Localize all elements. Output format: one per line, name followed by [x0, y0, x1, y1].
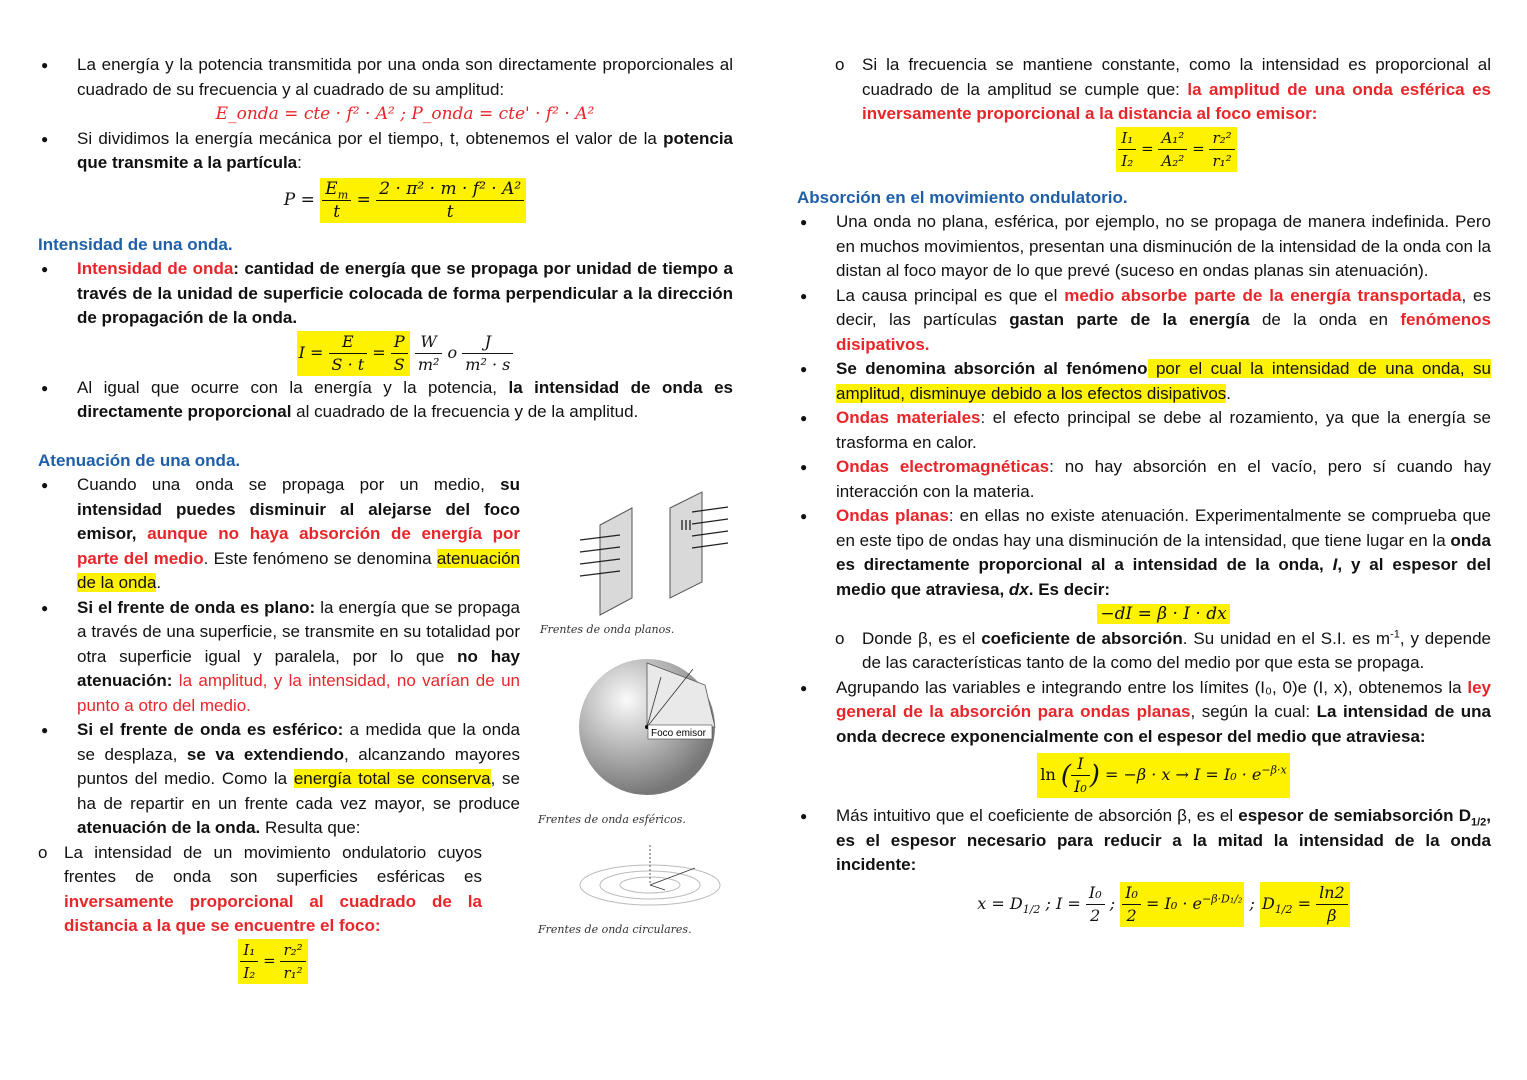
- list-item: [797, 504, 1491, 627]
- fraction: [1118, 127, 1136, 172]
- formula-part: ;: [1249, 893, 1255, 913]
- list-item: [797, 455, 1491, 504]
- paragraph-text: . Su unidad en el S.I. es m: [1182, 628, 1391, 648]
- intensity-list: [38, 257, 733, 425]
- denominator: S: [393, 354, 405, 374]
- numerator: r₂²: [280, 939, 305, 962]
- red-text: Ondas materiales: [836, 408, 981, 427]
- plane-front-2: [670, 492, 702, 598]
- paragraph-text: , según la cual:: [1190, 702, 1317, 721]
- attenuation-list: [38, 473, 520, 984]
- bold-text: Si el frente de onda es plano:: [77, 597, 316, 617]
- paragraph-text: Más intuitivo que el coeficiente de absorción β, es el: [836, 806, 1239, 825]
- subscript: 1/2: [1470, 816, 1487, 829]
- paragraph-text: : en ellas no existe atenuación. Experimentalmente se comprueba que en este tipo de ondas hay una disminución de la intensidad, que tiene lugar en la: [836, 506, 1492, 550]
- section-heading-absorcion: Absorción en el movimiento ondulatorio.: [797, 187, 1128, 207]
- definition-text: : cantidad de energía que se propaga por unidad de tiempo a través de la unidad de superficie colocada de forma perpendicular a la dirección de propagación de la onda.: [77, 259, 733, 327]
- paragraph-text: : el efecto principal se debe al rozamiento, ya que la energía se trasforma en calor.: [836, 408, 1491, 452]
- numerator: r₂²: [1209, 127, 1234, 150]
- energy-power-formula: E_onda = cte · f² · A² ; P_onda = cte' · f² · A²: [215, 104, 595, 124]
- fraction: [1158, 127, 1187, 172]
- red-text: Ondas planas: [836, 506, 949, 525]
- paragraph-text: .: [1226, 383, 1232, 403]
- formula-lhs: P =: [283, 189, 315, 210]
- subscript: 1/2: [1022, 902, 1041, 916]
- absorption-list: [797, 210, 1491, 927]
- bold-text: La intensidad de una onda decrece exponencialmente con el espesor del medio que atraviesa:: [836, 702, 1491, 746]
- bold-text: Se denomina absorción al fenómeno: [836, 359, 1148, 378]
- unit-fraction: [415, 331, 443, 376]
- numerator: A₁²: [1158, 127, 1187, 150]
- paragraph-text: Agrupando las variables e integrando entre los límites (I₀, 0)e (I, x), obtenemos la: [836, 677, 1468, 697]
- formula-part: ;: [1109, 893, 1116, 913]
- amplitude-formula: [862, 127, 1491, 172]
- paragraph-text: , alcanzando mayores puntos del medio. Como la: [77, 744, 520, 788]
- sub-list-item: [835, 53, 1491, 172]
- list-item: [38, 53, 733, 127]
- intensity-formula-highlight: [297, 331, 410, 376]
- bold-text: , y al espesor del medio que atraviesa,: [836, 555, 1491, 599]
- formula-highlight: −dI = β · I · dx: [1097, 604, 1229, 624]
- paragraph-text: Una onda no plana, esférica, por ejemplo, no se propaga de manera indefinida. Pero en muchos movimientos, presentan una disminución de la intensidad de la onda con la distan al foco mayor de lo que prevé (suceso en ondas planas sin atenuación).: [836, 212, 1491, 280]
- numerator: 2 · π² · m · f² · A²: [376, 178, 524, 201]
- right-top-list: [797, 53, 1491, 172]
- numerator: I₁: [240, 939, 258, 962]
- bold-text: se va extendiendo: [186, 744, 344, 764]
- red-text: aunque no haya absorción de energía por parte del medio: [77, 524, 520, 568]
- list-item: [38, 257, 733, 376]
- paragraph-text: al cuadrado de la frecuencia y de la amplitud.: [291, 402, 639, 421]
- formula-highlight: [1116, 127, 1236, 172]
- list-item: [38, 473, 520, 596]
- paragraph-text: La causa principal es que el: [836, 285, 1065, 305]
- bold-text: potencia que transmite a la partícula: [77, 128, 733, 172]
- paragraph-text: , y depende de las características tanto de la como del medio por que esta se propaga.: [862, 628, 1491, 672]
- denominator: r₁²: [283, 963, 303, 982]
- power-formula-highlight: [320, 178, 526, 223]
- bold-italic-text: I: [1332, 555, 1338, 574]
- bold-italic-text: dx: [1008, 579, 1029, 599]
- caption-circular: Frentes de onda circulares.: [538, 923, 692, 936]
- formula-lhs: I =: [298, 342, 324, 362]
- numerator: W: [415, 331, 443, 354]
- numerator: J: [462, 331, 513, 354]
- list-item: [797, 357, 1491, 406]
- fraction: [1086, 882, 1105, 927]
- list-item: [797, 210, 1491, 284]
- paragraph-text: .: [156, 573, 162, 592]
- section-heading-atenuacion: Atenuación de una onda.: [38, 450, 241, 470]
- fraction: [376, 178, 524, 223]
- paragraph-text: Resulta que:: [260, 818, 361, 837]
- red-text: inversamente proporcional al cuadrado de la distancia a la que se encuentre el foco:: [64, 891, 482, 935]
- numerator: I₀: [1122, 882, 1141, 905]
- spherical-intensity-formula: [64, 939, 482, 984]
- red-text: fenómenos disipativos.: [836, 310, 1491, 354]
- bold-text: atenuación de la onda.: [77, 818, 261, 837]
- paragraph-text: a medida que la onda se desplaza,: [77, 720, 520, 764]
- numerator: I₁: [1118, 127, 1136, 150]
- numerator: P: [391, 331, 408, 354]
- denominator: r₁²: [1212, 151, 1232, 170]
- paragraph-text: Donde β, es el: [862, 628, 982, 648]
- fraction: [1209, 127, 1234, 172]
- paragraph-text: : no hay absorción en el vacío, pero sí cuando hay interacción con la materia.: [836, 457, 1491, 501]
- fraction: [1071, 753, 1090, 798]
- formula-highlight: [238, 939, 307, 984]
- right-column: [797, 53, 1491, 927]
- paragraph-text: Al igual que ocurre con la energía y la potencia,: [77, 377, 509, 397]
- denominator: S · t: [331, 354, 365, 374]
- equals: =: [356, 189, 371, 210]
- numerator: E: [325, 178, 338, 199]
- denominator: t: [446, 201, 454, 222]
- ln-text: ln: [1040, 765, 1056, 784]
- denominator: m²: [417, 354, 440, 374]
- list-item: [38, 718, 520, 841]
- equals: =: [1192, 139, 1205, 157]
- highlight-text: por el cual la intensidad de una onda, su amplitud, disminuye debido a los efectos disipativos: [836, 359, 1491, 403]
- equals: =: [372, 342, 386, 362]
- denominator: A₂²: [1161, 151, 1185, 170]
- caption-plane: Frentes de onda planos.: [540, 623, 675, 636]
- subscript: m: [337, 187, 349, 201]
- superscript: −β·x: [1261, 763, 1287, 777]
- red-text: la amplitud de una onda esférica es inversamente proporcional a la distancia al foco emisor:: [862, 79, 1491, 123]
- numerator: ln2: [1316, 882, 1348, 905]
- paragraph-text: :: [297, 153, 302, 172]
- foco-label: Foco emisor: [651, 728, 707, 739]
- highlight-text: energía total se conserva: [293, 769, 491, 788]
- circular-wavefronts-figure: [575, 840, 725, 910]
- fraction: [391, 331, 408, 376]
- bold-text: , es el espesor necesario para reducir a la mitad la intensidad de la onda incidente:: [836, 806, 1491, 874]
- section-heading-intensidad: Intensidad de una onda.: [38, 234, 233, 254]
- bold-text: la intensidad de onda es directamente proporcional: [77, 377, 733, 421]
- paragraph-text: la energía que se propaga a través de una superficie, se transmite en su totalidad por otra superficie igual y paralela, por lo que: [77, 597, 520, 666]
- denominator: t: [333, 201, 341, 222]
- paragraph-text: . Este fenómeno se denomina: [203, 548, 437, 568]
- list-item: [797, 676, 1491, 799]
- fraction: [322, 178, 351, 223]
- highlight-text: atenuación de la onda: [77, 548, 521, 592]
- fraction: [280, 939, 305, 984]
- formula-highlight: ln ( $\frac{I}{\text{I₀}}$ ) = $-\beta \cdot x \to I = I_0 \cdot e^{-\beta\cdot x}$: [1037, 753, 1289, 798]
- unit-fraction: [462, 331, 513, 376]
- denominator: I₂: [1121, 151, 1134, 170]
- red-text: Ondas electromagnéticas: [836, 457, 1050, 476]
- sub-list-item: [835, 627, 1491, 676]
- formula-rest: = −β · x → I = I₀ · e: [1105, 765, 1262, 784]
- red-text: ley general de la absorción para ondas planas: [836, 677, 1491, 721]
- bold-text: Si el frente de onda es esférico:: [77, 720, 344, 739]
- paragraph-text: Si la frecuencia se mantiene constante, como la intensidad es proporcional al cuadrado de la amplitud se cumple que:: [862, 55, 1491, 99]
- formula-part: D: [1261, 893, 1275, 913]
- denominator: 2: [1126, 905, 1137, 925]
- fraction: [1122, 882, 1141, 927]
- red-text: medio absorbe parte de la energía transportada: [1064, 285, 1462, 305]
- energy-list: [38, 53, 733, 223]
- equals: =: [263, 951, 276, 969]
- numerator: I: [1071, 753, 1090, 776]
- red-text: Intensidad de onda: [77, 259, 234, 278]
- bold-text: . Es decir:: [1028, 579, 1111, 599]
- paragraph-text: La intensidad de un movimiento ondulatorio cuyos frentes de onda son superficies esféricas es: [64, 842, 482, 886]
- intensity-formula: [77, 331, 733, 376]
- paragraph-text: Cuando una onda se propaga por un medio,: [77, 475, 501, 494]
- equals: =: [1141, 139, 1154, 157]
- paragraph-text: de la onda en: [1249, 310, 1401, 329]
- list-item: [797, 284, 1491, 358]
- list-item: [38, 127, 733, 223]
- list-item: [797, 406, 1491, 455]
- bold-text: su intensidad puedes disminuir al alejarse del foco emisor,: [77, 475, 520, 543]
- half-thickness-formula: [836, 882, 1491, 927]
- formula-part: = I₀ · e: [1146, 893, 1202, 913]
- formula-highlight: [1260, 882, 1350, 927]
- bold-text: onda es directamente proporcional al a intensidad de la onda,: [836, 530, 1491, 574]
- paragraph-text: , se ha de repartir en un frente cada vez mayor, se produce: [77, 769, 520, 813]
- bold-text: espesor de semiabsorción D: [1238, 806, 1471, 825]
- fraction: [240, 939, 258, 984]
- power-formula: [77, 178, 733, 223]
- formula-part: ; I =: [1040, 893, 1081, 913]
- denominator: I₀: [1074, 777, 1087, 796]
- caption-spherical: Frentes de onda esféricos.: [538, 813, 686, 826]
- plane-wavefronts-figure: [570, 490, 740, 625]
- bold-text: gastan parte de la energía: [1009, 310, 1250, 329]
- fraction: [1316, 882, 1348, 927]
- or-text: o: [447, 342, 458, 362]
- list-item: [797, 804, 1491, 927]
- list-item: [38, 376, 733, 425]
- denominator: m² · s: [465, 354, 511, 374]
- absorption-diff-formula: [836, 602, 1491, 627]
- superscript: -1: [1390, 627, 1400, 640]
- spherical-wavefronts-figure: [575, 655, 725, 805]
- fraction: [329, 331, 368, 376]
- denominator: β: [1327, 905, 1337, 925]
- subscript: 1/2: [1274, 902, 1293, 916]
- bold-text: no hay atenuación:: [77, 646, 520, 690]
- absorption-law-formula: [836, 753, 1491, 798]
- formula-part: x = D: [977, 893, 1023, 913]
- numerator: I₀: [1086, 882, 1105, 905]
- bold-text: coeficiente de absorción: [981, 628, 1183, 648]
- paragraph-text: Si dividimos la energía mecánica por el tiempo, t, obtenemos el valor de la: [77, 128, 664, 148]
- denominator: I₂: [243, 963, 256, 982]
- superscript: −β·D₁/₂: [1201, 892, 1243, 906]
- formula-highlight: [1120, 882, 1244, 927]
- sub-list-item: [38, 841, 482, 984]
- red-text: la amplitud, y la intensidad, no varían de un punto a otro del medio.: [77, 671, 520, 715]
- numerator: E: [329, 331, 368, 354]
- paragraph-text: , es decir, las partículas: [836, 285, 1491, 329]
- paragraph-text: La energía y la potencia transmitida por una onda son directamente proporcionales al cuadrado de su frecuencia y al cuadrado de su amplitud:: [77, 55, 733, 99]
- formula-part: =: [1292, 893, 1312, 913]
- denominator: 2: [1090, 905, 1101, 925]
- list-item: [38, 596, 520, 719]
